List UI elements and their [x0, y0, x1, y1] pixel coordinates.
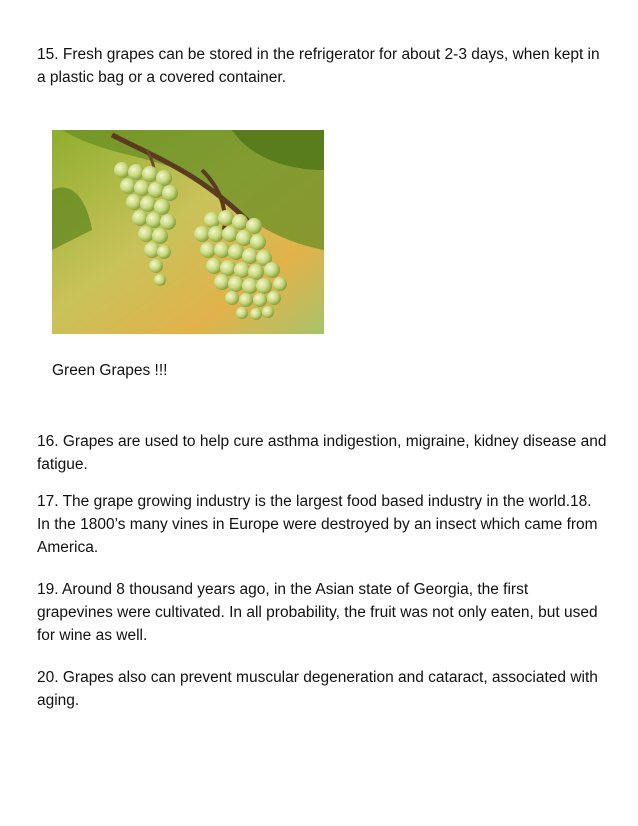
- fact-paragraph-15: 15. Fresh grapes can be stored in the refrigerator for about 2-3 days, when kept in a plastic bag or a covered container.: [37, 46, 600, 86]
- fact-paragraph-17-18: 17. The grape growing industry is the largest food based industry in the world.18. In the 1800’s many vines in Europe were destroyed by an insect which came from America.: [37, 493, 598, 556]
- fact-paragraph-20: 20. Grapes also can prevent muscular degeneration and cataract, associated with aging.: [37, 669, 598, 709]
- image-caption: Green Grapes !!!: [52, 362, 168, 379]
- fact-paragraph-16: 16. Grapes are used to help cure asthma indigestion, migraine, kidney disease and fatigue.: [37, 433, 607, 473]
- green-grapes-photo: [52, 130, 324, 334]
- fact-paragraph-19: 19. Around 8 thousand years ago, in the Asian state of Georgia, the first grapevines were cultivated. In all probability, the fruit was not only eaten, but used for wine as well.: [37, 581, 598, 644]
